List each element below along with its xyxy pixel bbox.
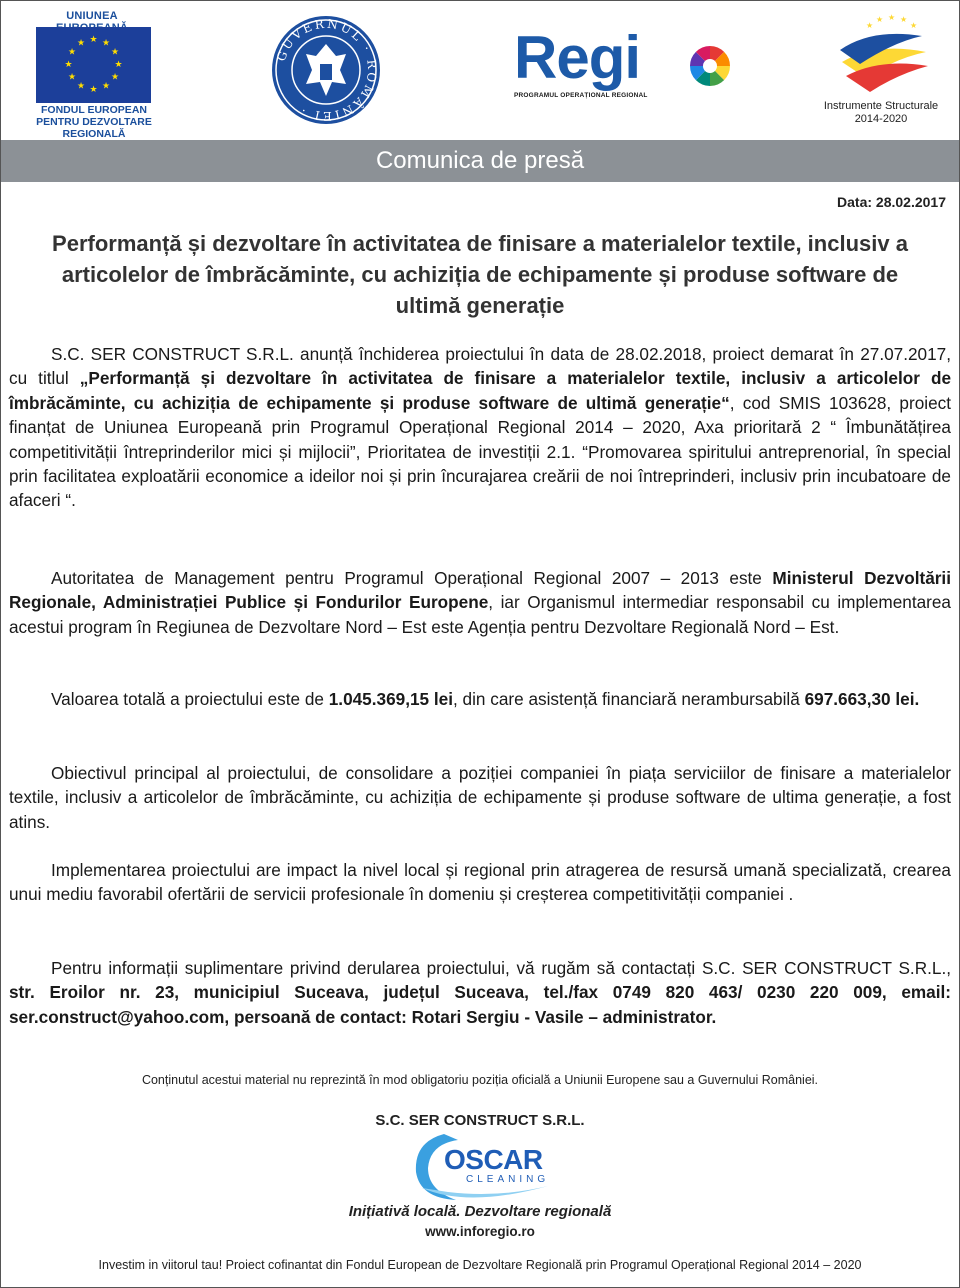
oscar-subtitle: CLEANING xyxy=(466,1174,550,1185)
p6-contact-details: str. Eroilor nr. 23, municipiul Suceava, județul Suceava, tel./fax 0749 820 463/ 0230 220 009, email: ser.construct@yahoo.com, persoană de contact: Rotari Sergiu - Vasile – administrator. xyxy=(9,982,951,1027)
eu-logo-caption-bottom xyxy=(4,104,184,140)
p2-ministry: Ministerul Dezvoltării Regionale, Administrației Publice și Fondurilor Europene xyxy=(9,568,951,613)
regio-logo-subtitle: PROGRAMUL OPERAȚIONAL REGIONAL xyxy=(514,92,648,99)
beneficiary-company-name: S.C. SER CONSTRUCT S.R.L. xyxy=(375,1112,585,1129)
press-release-banner: Comunica de presă xyxy=(1,140,959,182)
svg-text:★: ★ xyxy=(114,60,123,70)
svg-text:★: ★ xyxy=(866,21,874,30)
p2-text-c: , iar Organismul intermediar responsabil cu implementarea acestui program în Regiunea de Dezvoltare Nord – Est este Agenția pentru Dezvoltare Regională Nord – Est. xyxy=(9,592,951,637)
structural-instruments-caption xyxy=(806,100,956,126)
p3-total-value: 1.045.369,15 lei xyxy=(328,689,453,709)
structural-instruments-logo-icon xyxy=(836,12,932,98)
p3-grant-value: 697.663,30 lei. xyxy=(804,689,920,709)
svg-text:★: ★ xyxy=(67,47,77,58)
eu-flag-icon xyxy=(36,27,151,103)
svg-text:★: ★ xyxy=(89,85,98,95)
logo-strip xyxy=(0,0,960,140)
svg-text:★: ★ xyxy=(101,81,111,92)
svg-text:★: ★ xyxy=(76,38,86,49)
eu-fund-line-1: FONDUL EUROPEAN xyxy=(41,104,147,116)
structural-instruments-line-2: 2014-2020 xyxy=(854,113,908,125)
document-date: Data: 28.02.2017 xyxy=(837,194,946,210)
structural-instruments-line-1: Instrumente Structurale xyxy=(823,100,939,112)
p1-text-c: , cod SMIS 103628, proiect finanțat de Uniunea Europeană prin Programul Operațional Regional 2014 – 2020, Axa prioritară 2 “ Îmbunătățirea competitivității întreprinderilor mici și mijlocii”, Prioritatea de investiții 2.1. “Promovarea spiritului antreprenorial, în special prin facilitatea exploatării economice a ideilor noi și prin încurajarea creării de noi întreprinderi, inclusiv prin incubatoare de afaceri “. xyxy=(9,392,952,511)
svg-text:★: ★ xyxy=(888,13,896,22)
eu-logo-caption-top: UNIUNEA xyxy=(66,10,118,22)
oscar-wordmark: OSCAR xyxy=(444,1144,543,1175)
cofinancing-footer: Investim in viitorul tau! Proiect cofinantat din Fondul European de Dezvoltare Regională prin Programul Operațional Regional 2014 – 2020 xyxy=(98,1258,862,1272)
oscar-cleaning-logo xyxy=(408,1128,558,1206)
svg-text:★: ★ xyxy=(67,72,77,83)
p5-text: Implementarea proiectului are impact la nivel local și regional prin atragerea de resursă umană specializată, crearea unui mediu favorabil ofertării de servicii profesionale în domeniu și creșterea competitivității companiei . xyxy=(9,860,951,905)
svg-text:★: ★ xyxy=(110,72,120,83)
svg-text:★: ★ xyxy=(89,35,98,45)
eu-disclaimer: Conținutul acestui material nu reprezintă în mod obligatoriu poziția oficială a Uniunii Europene sau a Guvernului României. xyxy=(141,1073,819,1087)
p4-text: Obiectivul principal al proiectului, de consolidare a poziției companiei în piața serviciilor de finisare a materialelor textile, inclusiv a articolelor de îmbrăcăminte, cu achiziția de echipamente și produse software de ultima generație, a fost atins. xyxy=(9,763,951,832)
p3-text-a: Valoarea totală a proiectului este de xyxy=(51,689,329,709)
paragraph-objective xyxy=(9,761,951,834)
inforegio-website: www.inforegio.ro xyxy=(425,1224,535,1239)
svg-text:★: ★ xyxy=(900,15,908,24)
svg-text:★: ★ xyxy=(910,21,918,30)
regional-tagline: Inițiativă locală. Dezvoltare regională xyxy=(348,1203,612,1220)
paragraph-project-closure xyxy=(9,342,951,513)
svg-text:★: ★ xyxy=(101,38,111,49)
p1-text-a: S.C. SER CONSTRUCT S.R.L. anunță închiderea proiectului în data de 28.02.2018, proiect demarat în 27.07.2017, cu titlul xyxy=(9,344,951,389)
p3-text-c: , din care asistență financiară nerambursabilă xyxy=(452,689,805,709)
paragraph-impact xyxy=(9,858,951,907)
regio-logo-wordmark: Regi xyxy=(514,24,641,91)
eu-fund-line-2: PENTRU DEZVOLTARE REGIONALĂ xyxy=(36,116,152,140)
p2-text-a: Autoritatea de Management pentru Programul Operațional Regional 2007 – 2013 este xyxy=(51,568,773,588)
svg-text:★: ★ xyxy=(876,15,884,24)
paragraph-project-value xyxy=(9,687,951,711)
romanian-government-seal-icon xyxy=(270,14,382,126)
document-title: Performanță și dezvoltare în activitatea de finisare a materialelor textile, inclusiv a articolelor de îmbrăcăminte, cu achiziția de echipamente și produse software de ultimă generație xyxy=(52,231,908,318)
paragraph-management-authority xyxy=(9,566,951,639)
p6-text-a: Pentru informații suplimentare privind derularea proiectului, vă rugăm să contactați S.C. SER CONSTRUCT S.R.L., xyxy=(51,958,951,978)
svg-text:GUVERNUL · ROMÂNIEI ·: GUVERNUL · ROMÂNIEI · xyxy=(273,16,380,124)
p1-project-title: „Performanță și dezvoltare în activitatea de finisare a materialelor textile, inclusiv a articolelor de îmbrăcăminte, cu achiziția de echipamente și produse software de ultimă generație“ xyxy=(9,368,951,413)
svg-text:★: ★ xyxy=(76,81,86,92)
svg-text:★: ★ xyxy=(110,47,120,58)
svg-text:★: ★ xyxy=(64,60,73,70)
paragraph-contact xyxy=(9,956,951,1029)
regio-color-wheel-icon xyxy=(688,44,732,88)
